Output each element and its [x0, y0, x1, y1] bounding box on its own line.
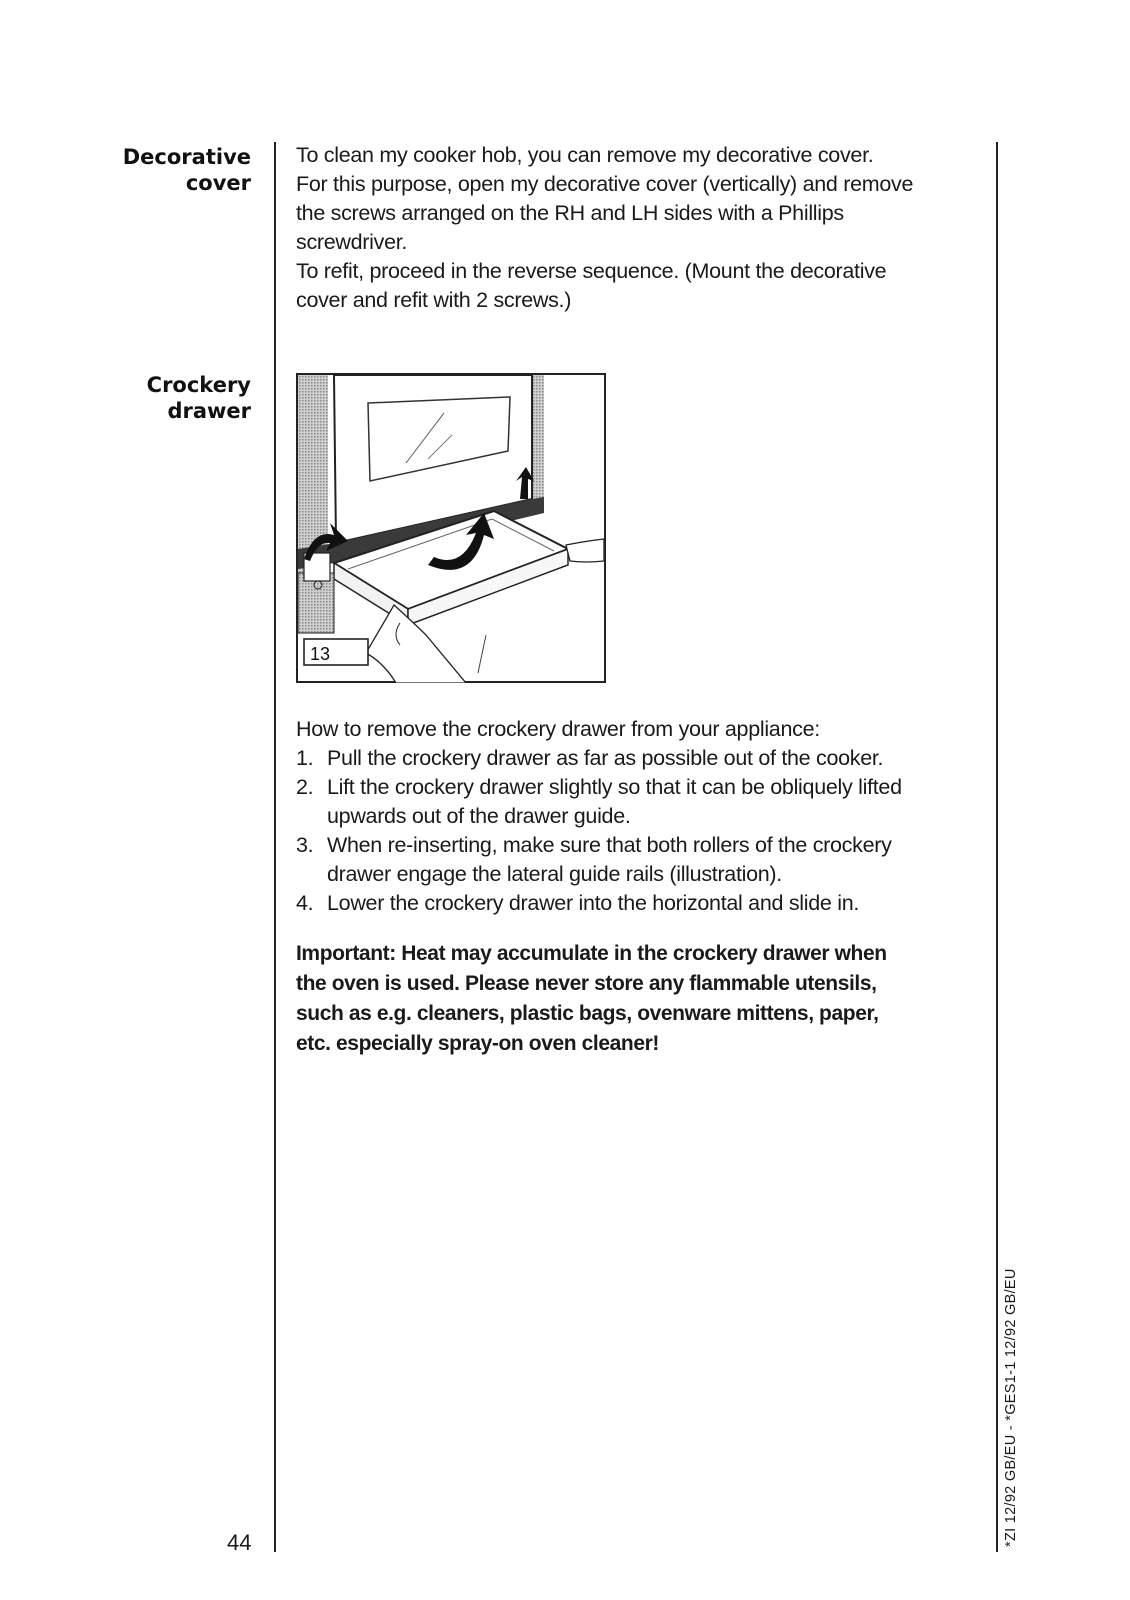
step-item: [296, 831, 980, 889]
step-number: 4.: [296, 891, 314, 915]
heading-line: drawer: [167, 399, 251, 423]
text-line: screwdriver.: [296, 230, 408, 254]
decorative-cover-text: [296, 141, 980, 315]
right-column-rule: [996, 142, 998, 1552]
step-line: Lower the crockery drawer into the horizontal and slide in.: [327, 891, 860, 915]
decorative-cover-heading: [123, 144, 251, 196]
step-number: 3.: [296, 833, 314, 857]
crockery-drawer-steps: [296, 744, 980, 918]
step-item: [296, 773, 980, 831]
step-item: [296, 744, 980, 773]
page-number: 44: [227, 1530, 252, 1555]
text-line: To refit, proceed in the reverse sequence. (Mount the decorative: [296, 259, 887, 283]
text-line: cover and refit with 2 screws.): [296, 288, 572, 312]
warning-text: [296, 939, 980, 1059]
left-column-rule: [274, 142, 276, 1552]
document-code: *ZI 12/92 GB/EU - *GES1-1 12/92 GB/EU: [1003, 1268, 1019, 1547]
heading-line: Decorative: [122, 145, 251, 169]
crockery-drawer-intro: How to remove the crockery drawer from your appliance:: [296, 717, 820, 741]
warning-line: Important: Heat may accumulate in the crockery drawer when: [296, 942, 887, 965]
text-line: the screws arranged on the RH and LH sides with a Phillips: [296, 201, 844, 225]
crockery-drawer-illustration: [296, 373, 606, 683]
step-line: drawer engage the lateral guide rails (illustration).: [327, 862, 782, 886]
step-line: When re-inserting, make sure that both rollers of the crockery: [327, 833, 892, 857]
step-line: upwards out of the drawer guide.: [327, 804, 631, 828]
step-item: [296, 889, 980, 918]
step-number: 1.: [296, 746, 314, 770]
step-line: Lift the crockery drawer slightly so that it can be obliquely lifted: [327, 775, 902, 799]
warning-line: such as e.g. cleaners, plastic bags, ovenware mittens, paper,: [296, 1002, 879, 1025]
text-line: For this purpose, open my decorative cover (vertically) and remove: [296, 172, 914, 196]
text-line: To clean my cooker hob, you can remove my decorative cover.: [296, 143, 874, 167]
warning-line: etc. especially spray-on oven cleaner!: [296, 1032, 659, 1055]
heading-line: cover: [185, 171, 251, 195]
figure-number: 13: [310, 644, 331, 664]
crockery-drawer-heading: [147, 372, 251, 424]
step-line: Pull the crockery drawer as far as possible out of the cooker.: [327, 746, 884, 770]
step-number: 2.: [296, 775, 314, 799]
heading-line: Crockery: [146, 373, 251, 397]
warning-line: the oven is used. Please never store any flammable utensils,: [296, 972, 877, 995]
